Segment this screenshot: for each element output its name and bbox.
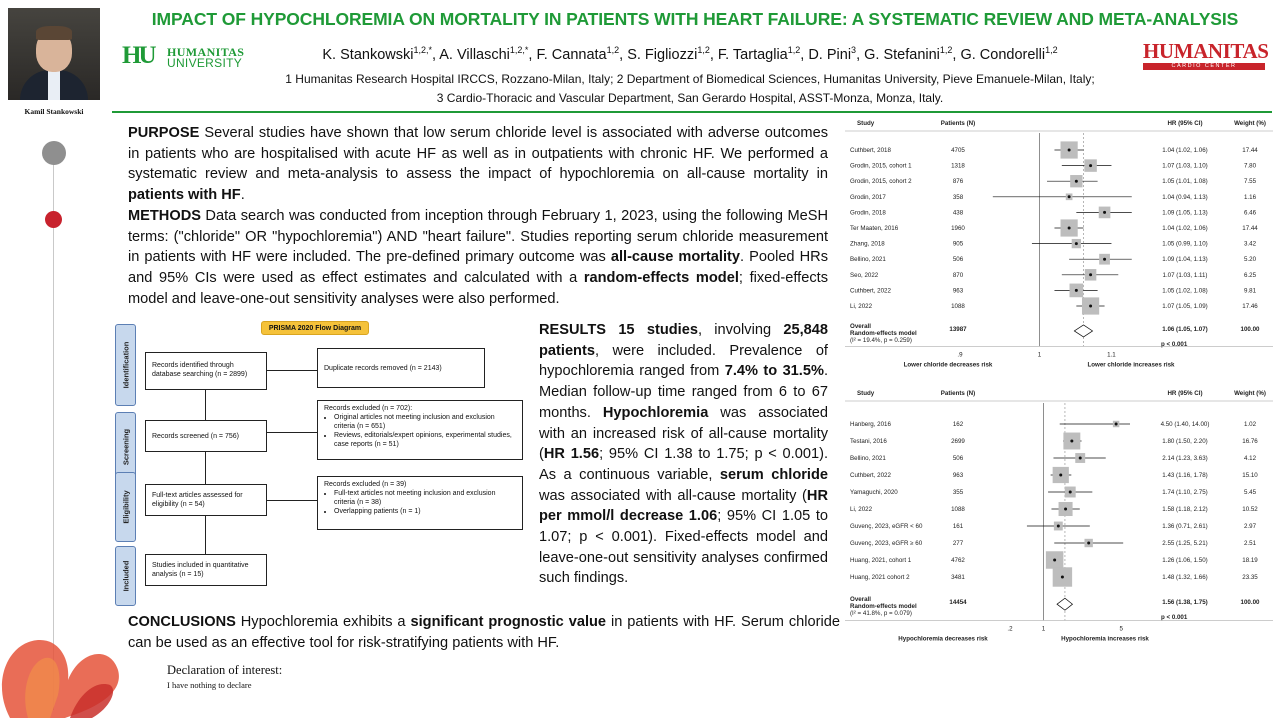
- overall-heterogeneity: (I² = 19.4%, p = 0.259): [850, 336, 912, 344]
- study-label: Seo, 2022: [850, 271, 879, 279]
- study-label: Grodin, 2015, cohort 2: [850, 178, 912, 186]
- study-weight: 4.12: [1243, 455, 1257, 462]
- box-duplicates: Duplicate records removed (n = 2143): [317, 348, 485, 388]
- conclusions-section: CONCLUSIONS Hypochloremia exhibits a significant prognostic value in patients with HF. Serum chloride can be used as an effective tool for risk-stratifying patients with HF.: [128, 614, 840, 651]
- study-hr: 2.14 (1.23, 3.63): [1162, 455, 1208, 462]
- study-hr: 1.48 (1.32, 1.66): [1162, 574, 1208, 581]
- point-estimate: [1061, 576, 1064, 579]
- study-hr: 1.04 (0.94, 1.13): [1162, 193, 1208, 201]
- purpose-section: PURPOSE Several studies have shown that low serum chloride level is associated with adverse outcomes in patients who are hospitalised with acute HF as well as in outpatients with chronic HF. We performed a systematic review and meta-analysis to assess the impact of hypochloremia on all-cause mortality in patients with HF.: [128, 125, 828, 204]
- study-hr: 1.05 (1.02, 1.08): [1162, 287, 1208, 295]
- study-n: 277: [952, 540, 964, 547]
- header-study: Study: [857, 120, 875, 127]
- study-hr: 1.09 (1.04, 1.13): [1162, 256, 1208, 264]
- forest-plot-continuous: [845, 115, 1273, 381]
- box-screened: Records screened (n = 756): [145, 420, 267, 452]
- study-hr: 1.07 (1.03, 1.11): [1162, 271, 1208, 279]
- study-label: Cuthbert, 2022: [850, 472, 891, 479]
- author-affiliation-sup: 3: [851, 45, 857, 55]
- box-excluded-1: Records excluded (n = 702): • Original articles not meeting inclusion and exclusion criteria (n = 651) • Reviews, editorials/expert opinions, experimental studies, case reports (n = 51): [317, 400, 523, 460]
- overall-model: Random-effects model: [850, 329, 917, 337]
- author-affiliation-sup: 1,2: [939, 45, 953, 55]
- overall-n: 14454: [949, 599, 967, 607]
- forest-svg: [845, 385, 1273, 660]
- point-estimate: [1103, 258, 1106, 261]
- study-hr: 1.36 (0.71, 2.61): [1162, 523, 1208, 530]
- box-identified: Records identified through database searching (n = 2899): [145, 352, 267, 390]
- x-label-left: Hypochloremia decreases risk: [898, 635, 988, 643]
- study-n: 2699: [951, 438, 965, 445]
- study-label: Yamaguchi, 2020: [850, 489, 898, 496]
- study-label: Guvenç, 2023, eGFR ≥ 60: [850, 540, 923, 547]
- overall-weight: 100.00: [1240, 325, 1260, 333]
- study-n: 1960: [951, 225, 965, 232]
- timeline-dot-grey: [42, 141, 66, 165]
- overall-p: p < 0.001: [1161, 614, 1188, 622]
- study-hr: 1.04 (1.02, 1.06): [1162, 225, 1208, 232]
- header-weight: Weight (%): [1234, 120, 1266, 127]
- humanitas-cardio-center-logo: HUMANITAS CARDIO CENTER: [1143, 39, 1269, 69]
- point-estimate: [1057, 525, 1060, 528]
- study-label: Huang, 2021, cohort 1: [850, 557, 912, 564]
- point-estimate: [1064, 508, 1067, 511]
- point-estimate: [1103, 211, 1106, 214]
- x-tick-label: 5: [1119, 625, 1123, 633]
- study-hr: 1.09 (1.05, 1.13): [1162, 209, 1208, 217]
- study-n: 1088: [951, 303, 965, 310]
- affiliations-line-1: 1 Humanitas Research Hospital IRCCS, Rozzano-Milan, Italy; 2 Department of Biomedical Sciences, Humanitas University, Pieve Emanuele-Milan, Italy;: [285, 72, 1095, 86]
- study-n: 161: [952, 523, 964, 530]
- declaration-text: I have nothing to declare: [167, 680, 252, 690]
- study-label: Zhang, 2018: [850, 240, 885, 248]
- x-tick-label: 1.1: [1107, 351, 1116, 359]
- study-n: 3481: [951, 574, 965, 581]
- study-hr: 1.07 (1.03, 1.10): [1162, 162, 1208, 170]
- study-hr: 1.07 (1.05, 1.09): [1162, 303, 1208, 310]
- heart-ribbon-decoration: [0, 600, 130, 720]
- study-n: 1088: [951, 506, 965, 513]
- stage-eligibility: Eligibility: [115, 472, 136, 542]
- author-affiliation-sup: 1,2: [1045, 45, 1058, 55]
- study-hr: 1.43 (1.16, 1.78): [1162, 472, 1208, 479]
- box-excluded-2: Records excluded (n = 39) • Full-text articles not meeting inclusion and exclusion criteria (n = 38) • Overlapping patients (n = 1): [317, 476, 523, 530]
- point-estimate: [1069, 491, 1072, 494]
- author-name: F. Tartaglia: [717, 46, 788, 63]
- study-hr: 1.74 (1.10, 2.75): [1162, 489, 1208, 496]
- point-estimate: [1053, 559, 1056, 562]
- study-weight: 16.76: [1242, 438, 1258, 445]
- header-weight: Weight (%): [1234, 390, 1266, 397]
- forest-plot-categorical: [845, 385, 1273, 660]
- study-label: Testani, 2016: [850, 438, 887, 445]
- header-patients: Patients (N): [940, 390, 976, 397]
- point-estimate: [1075, 180, 1078, 183]
- affiliations-line-2: 3 Cardio-Thoracic and Vascular Department, San Gerardo Hospital, ASST-Monza, Monza, Italy.: [436, 91, 944, 105]
- x-label-right: Lower chloride increases risk: [1087, 361, 1175, 369]
- study-label: Bellino, 2021: [850, 256, 886, 264]
- study-weight: 9.81: [1243, 287, 1257, 295]
- x-label-left: Lower chloride decreases risk: [903, 361, 993, 369]
- point-estimate: [1070, 440, 1073, 443]
- stage-screening: Screening: [115, 412, 136, 482]
- point-estimate: [1068, 149, 1071, 152]
- study-n: 506: [952, 455, 964, 462]
- study-weight: 7.80: [1243, 162, 1257, 170]
- poster-title: IMPACT OF HYPOCHLOREMIA ON MORTALITY IN PATIENTS WITH HEART FAILURE: A SYSTEMATIC REVIEW AND META-ANALYSIS: [151, 9, 1239, 29]
- study-n: 963: [952, 472, 964, 479]
- header-hr: HR (95% CI): [1167, 120, 1203, 127]
- study-weight: 1.02: [1243, 421, 1257, 428]
- point-estimate: [1075, 242, 1078, 245]
- study-n: 905: [952, 240, 964, 248]
- study-weight: 5.20: [1243, 256, 1257, 264]
- study-weight: 17.44: [1242, 225, 1258, 232]
- overall-weight: 100.00: [1240, 599, 1260, 607]
- study-weight: 2.51: [1243, 540, 1257, 547]
- study-hr: 1.80 (1.50, 2.20): [1162, 438, 1208, 445]
- study-n: 355: [952, 489, 964, 496]
- study-n: 870: [952, 271, 964, 279]
- study-label: Hanberg, 2016: [850, 421, 891, 428]
- study-weight: 1.16: [1243, 193, 1257, 201]
- box-fulltext: Full-text articles assessed for eligibility (n = 54): [145, 484, 267, 516]
- overall-p: p < 0.001: [1161, 340, 1188, 348]
- study-label: Grodin, 2018: [850, 209, 886, 217]
- author-name: S. Figliozzi: [627, 46, 698, 63]
- author-affiliation-sup: 1,2: [606, 45, 620, 55]
- presenter-photo: [8, 8, 100, 100]
- study-label: Li, 2022: [850, 506, 873, 513]
- methods-section: METHODS Data search was conducted from inception through February 1, 2023, using the following MeSH terms: ("chloride" OR "hypochloremia") AND "heart failure". Studies reporting serum chloride measurement in patients with HF were included. The pre-defined primary outcome was all-cause mortality. Pooled HRs and 95% CIs were used as effect estimates and calculated with a random-effects model; fixed-effects model and leave-one-out sensitivity analyses were also performed.: [128, 208, 828, 307]
- overall-diamond: [1057, 598, 1072, 610]
- study-n: 438: [952, 209, 964, 217]
- study-weight: 15.10: [1242, 472, 1258, 479]
- prisma-flow-diagram: [115, 318, 529, 610]
- author-list: K. Stankowski$^{1,2,*}$, A. Villaschi$^{1,2,*}$, F. Cannata$^{1,2}$, S. Figliozzi$^{1,2}$, F. Tartaglia$^{1,2}$, D. Pini$^3$, G. Stefanini$^{1,2}$, G. Condorelli$^{1,2}$: [322, 45, 1058, 63]
- overall-heterogeneity: (I² = 41.8%, p = 0.079): [850, 610, 912, 618]
- author-name: K. Stankowski: [322, 46, 414, 63]
- study-n: 358: [952, 193, 964, 201]
- study-label: Cuthbert, 2022: [850, 287, 891, 295]
- x-tick-label: .9: [957, 351, 963, 359]
- study-label: Grodin, 2017: [850, 193, 886, 201]
- author-affiliation-sup: 1,2: [787, 45, 801, 55]
- point-estimate: [1059, 474, 1062, 477]
- stage-included: Included: [115, 546, 136, 606]
- point-estimate: [1079, 457, 1082, 460]
- study-weight: 10.52: [1242, 506, 1258, 513]
- point-estimate: [1089, 164, 1092, 167]
- author-name: D. Pini: [808, 46, 852, 63]
- overall-n: 13987: [949, 325, 967, 333]
- study-n: 506: [952, 256, 964, 264]
- study-label: Bellino, 2021: [850, 455, 886, 462]
- results-section: RESULTS 15 studies, involving 25,848 patients, were included. Prevalence of hypochloremia ranged from 7.4% to 31.5%. Median follow-up time ranged from 6 to 67 months. Hypochloremia was associated with an increased risk of all-cause mortality (HR 1.56; 95% CI 1.38 to 1.75; p < 0.001). As a continuous variable, serum chloride was associated with all-cause mortality (HR per mmol/l decrease 1.06; 95% CI 1.05 to 1.07; p < 0.001). Fixed-effects model and leave-one-out sensitivity analyses confirmed such findings.: [539, 322, 829, 587]
- header-patients: Patients (N): [940, 120, 976, 127]
- overall-label: Overall: [850, 322, 871, 330]
- declaration-title: Declaration of interest:: [167, 663, 283, 677]
- author-affiliation-sup: 1,2,*: [413, 45, 432, 55]
- author-name: F. Cannata: [536, 46, 607, 63]
- box-included: Studies included in quantitative analysis (n = 15): [145, 554, 267, 586]
- study-weight: 6.46: [1243, 209, 1257, 217]
- humanitas-university-logo: HU HUMANITAS UNIVERSITY: [122, 42, 245, 70]
- study-weight: 17.46: [1242, 303, 1258, 310]
- point-estimate: [1089, 305, 1092, 308]
- study-label: Li, 2022: [850, 303, 873, 310]
- point-estimate: [1075, 289, 1078, 292]
- study-weight: 5.45: [1243, 489, 1257, 496]
- study-label: Ter Maaten, 2016: [850, 225, 899, 232]
- stage-identification: Identification: [115, 324, 136, 406]
- overall-diamond: [1074, 325, 1092, 337]
- study-label: Huang, 2021 cohort 2: [850, 574, 910, 581]
- study-label: Grodin, 2015, cohort 1: [850, 162, 912, 170]
- study-n: 876: [952, 178, 964, 186]
- study-weight: 3.42: [1243, 240, 1257, 248]
- study-weight: 6.25: [1243, 271, 1257, 279]
- point-estimate: [1068, 227, 1071, 230]
- overall-label: Overall: [850, 596, 871, 604]
- header-study: Study: [857, 390, 875, 397]
- point-estimate: [1115, 423, 1118, 426]
- study-hr: 1.05 (1.01, 1.08): [1162, 178, 1208, 186]
- study-hr: 1.26 (1.06, 1.50): [1162, 557, 1208, 564]
- forest-svg: [845, 115, 1273, 381]
- study-n: 4705: [951, 147, 965, 154]
- header-hr: HR (95% CI): [1167, 390, 1203, 397]
- timeline-dot-red: [45, 211, 62, 228]
- x-label-right: Hypochloremia increases risk: [1061, 635, 1149, 643]
- study-n: 162: [952, 421, 964, 428]
- study-weight: 7.55: [1243, 178, 1257, 186]
- prisma-title: PRISMA 2020 Flow Diagram: [261, 321, 369, 335]
- x-tick-label: 1: [1041, 625, 1046, 633]
- study-n: 4762: [951, 557, 965, 564]
- study-weight: 17.44: [1242, 147, 1258, 154]
- study-label: Guvenç, 2023, eGFR < 60: [850, 523, 923, 530]
- study-hr: 2.55 (1.25, 5.21): [1162, 540, 1208, 547]
- author-affiliation-sup: 1,2: [697, 45, 710, 55]
- x-tick-label: .2: [1007, 625, 1013, 633]
- study-n: 963: [952, 287, 964, 295]
- point-estimate: [1089, 273, 1092, 276]
- author-name: A. Villaschi: [439, 46, 510, 63]
- point-estimate: [1087, 542, 1090, 545]
- study-label: Cuthbert, 2018: [850, 147, 891, 154]
- overall-model: Random-effects model: [850, 603, 917, 611]
- study-hr: 1.58 (1.18, 2.12): [1162, 506, 1208, 513]
- study-hr: 1.05 (0.99, 1.10): [1162, 240, 1208, 248]
- overall-hr: 1.56 (1.38, 1.75): [1162, 599, 1208, 607]
- study-weight: 23.35: [1242, 574, 1258, 581]
- overall-hr: 1.06 (1.05, 1.07): [1162, 325, 1208, 333]
- study-hr: 4.50 (1.40, 14.00): [1160, 421, 1210, 428]
- presenter-name: Kamil Stankowski: [24, 107, 84, 116]
- study-weight: 2.97: [1243, 523, 1257, 530]
- author-name: G. Condorelli: [960, 46, 1046, 63]
- x-tick-label: 1: [1037, 351, 1042, 359]
- author-affiliation-sup: 1,2,*: [509, 45, 529, 55]
- point-estimate: [1068, 195, 1071, 198]
- study-weight: 18.19: [1242, 557, 1258, 564]
- study-hr: 1.04 (1.02, 1.06): [1162, 147, 1208, 154]
- author-name: G. Stefanini: [864, 46, 940, 63]
- header-divider: [112, 111, 1272, 113]
- study-n: 1318: [951, 162, 965, 170]
